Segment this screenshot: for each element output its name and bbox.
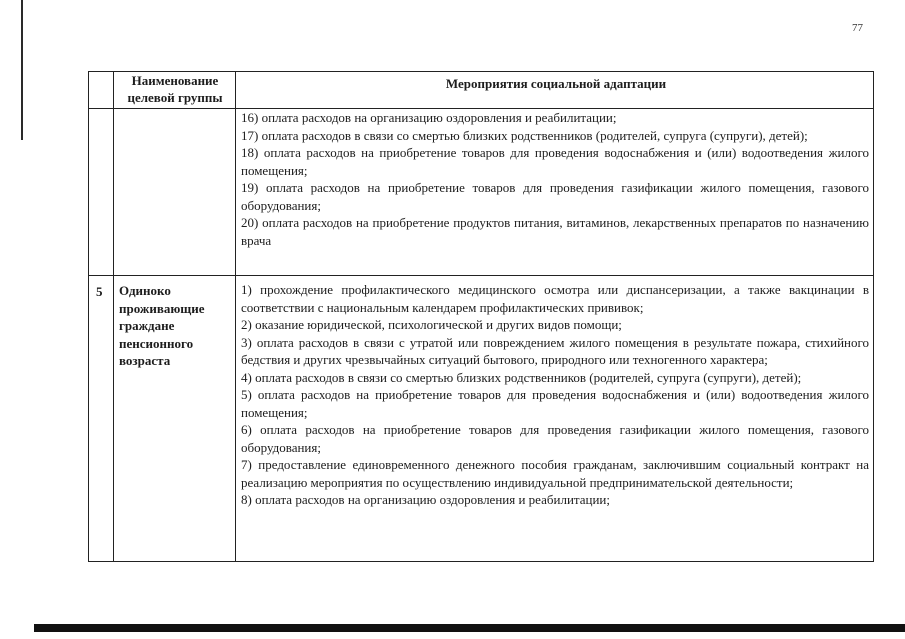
list-item: 1) прохождение профилактического медицинского осмотра или диспансеризации, а также вакцинации в соответствии с национальным календарем профилактических прививок; — [241, 282, 869, 315]
header-group-column: Наименование целевой группы — [127, 73, 223, 105]
list-item: 17) оплата расходов в связи со смертью близких родственников (родителей, супруга (супруги), детей); — [241, 127, 808, 143]
number-column-divider — [113, 72, 114, 561]
list-item: 3) оплата расходов в связи с утратой или повреждением жилого помещения в результате пожара, стихийного бедствия и других чрезвычайных ситуаций бытового, природного или техногенного характера; — [241, 334, 869, 367]
list-item: 5) оплата расходов на приобретение товаров для проведения водоснабжения и (или) водоотведения жилого помещения; — [241, 387, 869, 420]
header-measures-column: Мероприятия социальной адаптации — [445, 76, 667, 91]
list-item: 19) оплата расходов на приобретение товаров для проведения газификации жилого помещения, газового оборудования; — [241, 180, 869, 213]
list-item: 8) оплата расходов на организацию оздоровления и реабилитации; — [241, 492, 610, 507]
scan-bottom-edge — [34, 624, 905, 632]
adaptation-measures-table — [88, 71, 874, 562]
list-item: 4) оплата расходов в связи со смертью близких родственников (родителей, супруга (супруги), детей); — [241, 369, 802, 385]
list-item: 2) оказание юридической, психологической и других видов помощи; — [241, 317, 622, 332]
row5-measures-list — [241, 281, 869, 509]
page-number: 77 — [852, 22, 863, 34]
group-column-divider — [235, 72, 236, 561]
list-item: 7) предоставление единовременного денежного пособия гражданам, заключившим социальный контракт на реализацию мероприятия по осуществлению индивидуальной предпринимательской деятельности; — [241, 457, 869, 490]
row-divider — [89, 275, 873, 276]
list-item: 6) оплата расходов на приобретение товаров для проведения газификации жилого помещения, газового оборудования; — [241, 422, 869, 455]
list-item: 20) оплата расходов на приобретение продуктов питания, витаминов, лекарственных препаратов по назначению врача — [241, 215, 869, 248]
continued-measures-list — [241, 109, 869, 249]
list-item: 16) оплата расходов на организацию оздоровления и реабилитации; — [241, 110, 617, 125]
scan-margin-rule — [21, 0, 23, 140]
list-item: 18) оплата расходов на приобретение товаров для проведения водоснабжения и (или) водоотведения жилого помещения; — [241, 145, 869, 178]
target-group-name: Одиноко проживающие граждане пенсионного возраста — [119, 283, 205, 368]
row-number: 5 — [96, 284, 103, 299]
